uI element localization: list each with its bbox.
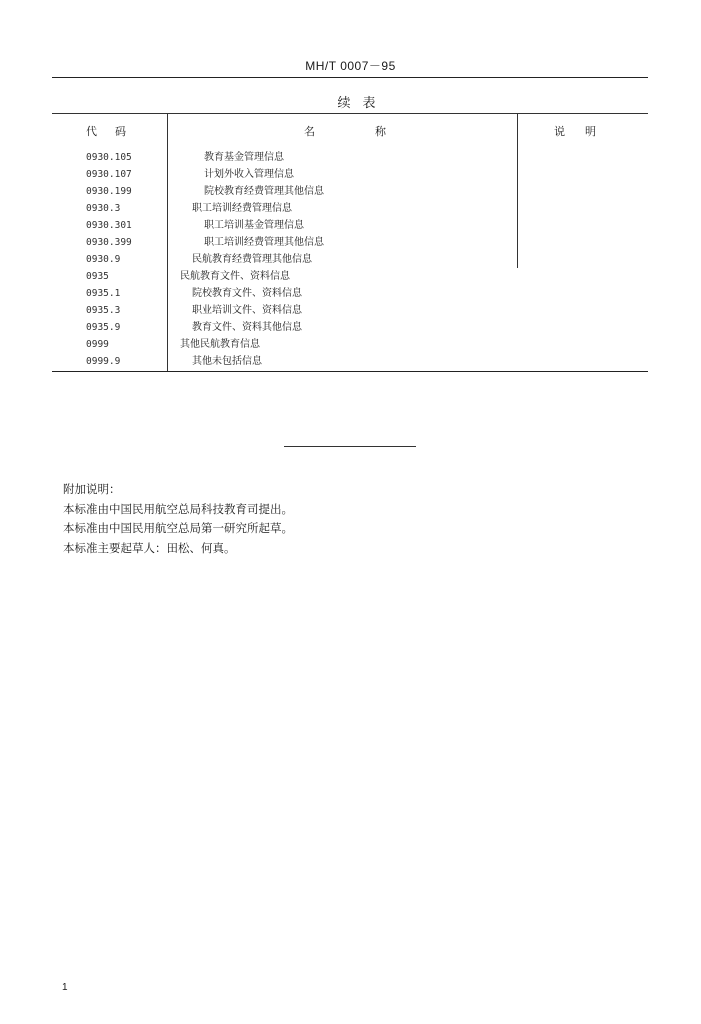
end-rule: [284, 446, 416, 447]
row-code: 0930.199: [86, 186, 132, 197]
table-row: [52, 183, 517, 200]
continuation-title: 续表: [337, 96, 388, 111]
column-header-name: 名称: [304, 125, 446, 138]
row-name: 职工培训经费管理信息: [192, 203, 292, 214]
header-rule: [52, 77, 648, 78]
table-row: [52, 166, 517, 183]
row-name: 职工培训经费管理其他信息: [204, 237, 324, 248]
row-name: 其他民航教育信息: [180, 339, 260, 350]
row-code: 0930.105: [86, 152, 132, 163]
table-row: [52, 200, 517, 217]
table-row: [52, 336, 517, 353]
row-code: 0930.301: [86, 220, 132, 231]
row-code: 0930.3: [86, 203, 121, 214]
row-name: 职业培训文件、资料信息: [192, 305, 302, 316]
row-name: 院校教育经费管理其他信息: [204, 186, 324, 197]
row-code: 0935.9: [86, 322, 121, 333]
row-name: 计划外收入管理信息: [204, 169, 294, 180]
table-row: [52, 268, 517, 285]
row-code: 0930.399: [86, 237, 132, 248]
column-header-code: 代码: [86, 125, 144, 138]
table-row: [52, 234, 517, 251]
table-row: [52, 217, 517, 234]
document-code: MH/T 0007－95: [305, 59, 396, 73]
table-row: [52, 353, 517, 370]
note-line: 本标准主要起草人：田松、何真。: [63, 540, 236, 555]
table-bottom-rule: [52, 371, 648, 372]
row-name: 教育文件、资料其他信息: [192, 322, 302, 333]
row-name: 民航教育文件、资料信息: [180, 271, 290, 282]
row-code: 0935: [86, 271, 109, 282]
row-code: 0935.3: [86, 305, 121, 316]
row-name: 其他未包括信息: [192, 356, 262, 367]
row-name: 院校教育文件、资料信息: [192, 288, 302, 299]
additional-notes: [63, 480, 293, 558]
column-header-note: 说明: [554, 125, 616, 138]
notes-heading: 附加说明：: [63, 482, 121, 496]
table-row: [52, 149, 517, 166]
page-number: 1: [62, 982, 68, 993]
table-row: [52, 302, 517, 319]
row-name: 职工培训基金管理信息: [204, 220, 304, 231]
table-top-rule: [52, 113, 648, 114]
row-code: 0935.1: [86, 288, 121, 299]
row-name: 民航教育经费管理其他信息: [192, 254, 312, 265]
table-row: [52, 285, 517, 302]
note-line: 本标准由中国民用航空总局第一研究所起草。: [63, 521, 293, 535]
note-line: 本标准由中国民用航空总局科技教育司提出。: [63, 501, 293, 516]
table-column-divider-note: [517, 113, 518, 268]
table-row: [52, 251, 517, 268]
row-code: 0930.107: [86, 169, 132, 180]
table-row: [52, 319, 517, 336]
row-code: 0999: [86, 339, 109, 350]
row-code: 0999.9: [86, 356, 121, 367]
row-code: 0930.9: [86, 254, 121, 265]
classification-table: [52, 113, 648, 372]
row-name: 教育基金管理信息: [204, 152, 284, 163]
